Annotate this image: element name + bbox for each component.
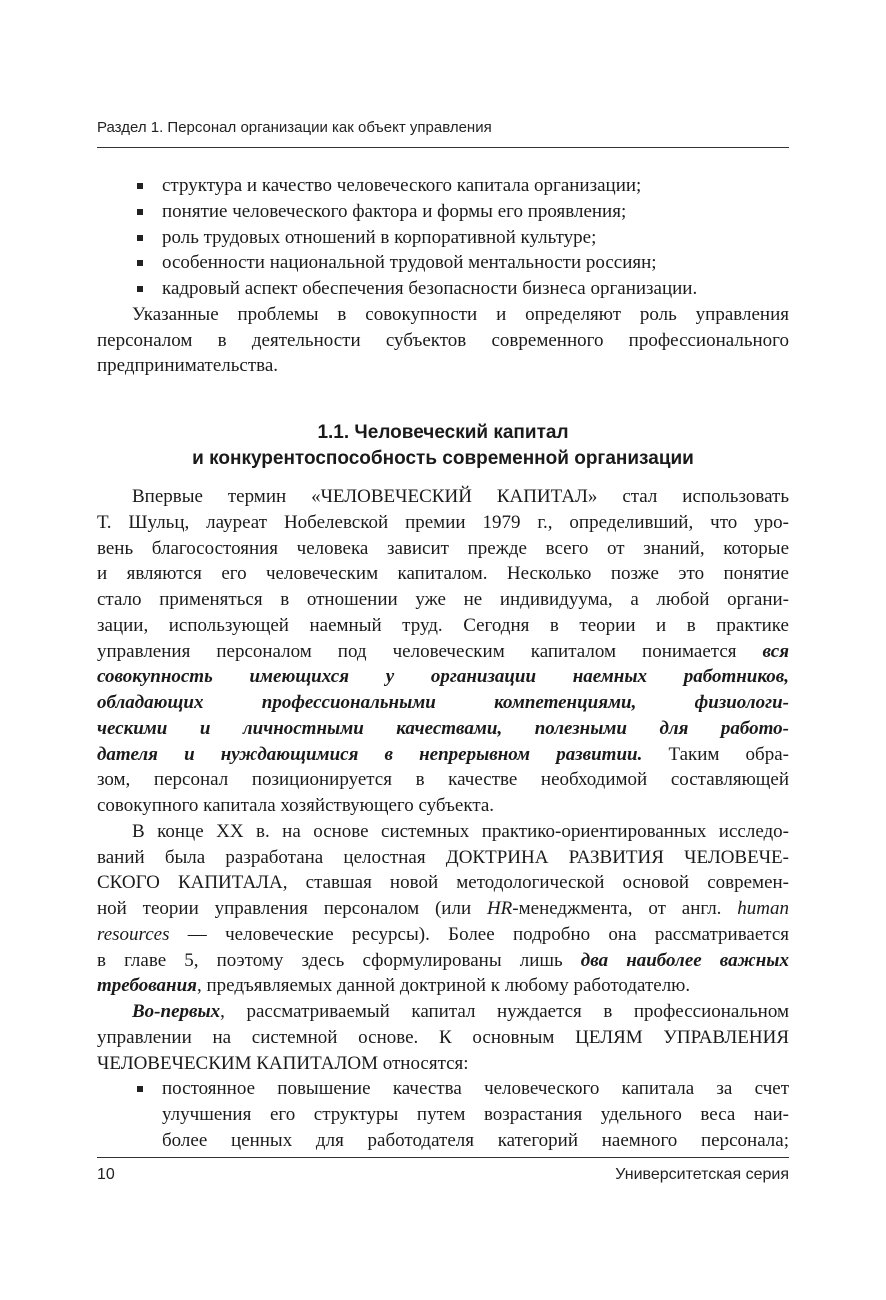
bullet-square-icon	[137, 1086, 143, 1092]
text-line	[97, 1025, 789, 1051]
text-run: улучшения его структуры путем возрастания удельного веса наи-	[162, 1104, 789, 1125]
text-line	[97, 1102, 789, 1128]
text-run: постоянное повышение качества человеческого капитала за счет	[162, 1078, 789, 1100]
text-run: ной теории управления персоналом (или	[97, 898, 487, 919]
text-line	[97, 276, 789, 302]
bullet-square-icon	[137, 235, 143, 241]
text-run: Указанные проблемы в совокупности и определяют роль управления	[132, 303, 789, 325]
text-line	[97, 793, 789, 819]
emphasis-text: вся	[762, 640, 789, 662]
text-line	[97, 716, 789, 742]
text-run: , предъявляемых данной доктриной к любому работодателю.	[196, 975, 691, 997]
text-line	[97, 587, 789, 613]
text-line	[97, 484, 789, 510]
paragraph	[97, 302, 789, 379]
emphasis-text: HR	[486, 898, 513, 919]
text-line	[97, 819, 789, 845]
bullet-item	[97, 1076, 789, 1153]
emphasis-text: обладающих профессиональными компетенциями, физиологи-	[97, 692, 789, 713]
page-body	[97, 173, 789, 1154]
header-rule	[97, 147, 789, 148]
text-line	[97, 742, 789, 768]
text-line	[97, 613, 789, 639]
paragraph	[97, 999, 789, 1076]
text-line	[97, 1051, 789, 1077]
text-line	[97, 1128, 789, 1154]
text-run: стало применяться в отношении уже не индивидуума, а любой органи-	[97, 589, 789, 610]
bullet-item	[97, 250, 789, 276]
text-line	[97, 870, 789, 896]
text-line	[97, 922, 789, 948]
text-run: управления персоналом под человеческим капиталом понимается	[97, 640, 763, 662]
text-run: предпринимательства.	[97, 355, 279, 377]
paragraph	[97, 819, 789, 999]
text-run: -менеджмента, от англ.	[512, 898, 738, 919]
bullet-square-icon	[137, 286, 143, 292]
bullet-square-icon	[137, 183, 143, 189]
text-run: зом, персонал позиционируется в качестве необходимой составляющей	[97, 769, 789, 791]
text-run: более ценных для работодателя категорий наемного персонала;	[162, 1129, 789, 1151]
heading-line: 1.1. Человеческий капитал	[317, 422, 569, 443]
text-line	[97, 690, 789, 716]
running-header: Раздел 1. Персонал организации как объект управления	[97, 119, 492, 136]
section-heading	[97, 420, 789, 472]
text-run: Таким обра-	[642, 743, 789, 765]
text-run: СКОГО КАПИТАЛА, ставшая новой методологической основой современ-	[97, 872, 789, 894]
heading-line: и конкурентоспособность современной организации	[192, 448, 694, 469]
emphasis-text: дателя и нуждающимися в непрерывном развитии.	[97, 743, 643, 765]
page-number: 10	[97, 1166, 115, 1183]
text-run: особенности национальной трудовой ментальности россиян;	[162, 252, 657, 274]
text-line	[97, 639, 789, 665]
emphasis-text: совокупность имеющихся у организации наемных работников,	[97, 666, 789, 688]
text-run: понятие человеческого фактора и формы его проявления;	[162, 200, 627, 222]
text-line	[97, 561, 789, 587]
emphasis-text: требования	[97, 975, 197, 997]
text-line	[97, 767, 789, 793]
text-line	[97, 225, 789, 251]
text-run: персоналом в деятельности субъектов современного профессионального	[97, 329, 789, 351]
emphasis-text: resources	[97, 923, 170, 945]
text-run: В конце XX в. на основе системных практико-ориентированных исследо-	[132, 820, 789, 842]
text-run: , рассматриваемый капитал нуждается в профессиональном	[220, 1001, 789, 1022]
text-run: ваний была разработана целостная ДОКТРИНА РАЗВИТИЯ ЧЕЛОВЕЧЕ-	[97, 846, 789, 868]
text-line	[97, 353, 789, 379]
text-line	[97, 973, 789, 999]
bullet-square-icon	[137, 209, 143, 215]
text-line	[97, 250, 789, 276]
text-line	[97, 896, 789, 922]
emphasis-text: human	[737, 898, 789, 919]
text-run: управлении на системной основе. К основным ЦЕЛЯМ УПРАВЛЕНИЯ	[97, 1026, 789, 1048]
text-run: структура и качество человеческого капитала организации;	[162, 175, 642, 196]
text-line	[97, 999, 789, 1025]
text-run: зации, использующей наемный труд. Сегодня в теории и в практике	[97, 614, 789, 636]
text-run: и являются его человеческим капиталом. Несколько позже это понятие	[97, 563, 789, 585]
bullet-item	[97, 276, 789, 302]
footer-rule	[97, 1157, 789, 1158]
text-run: вень благосостояния человека зависит прежде всего от знаний, которые	[97, 537, 789, 559]
text-run: Впервые термин «ЧЕЛОВЕЧЕСКИЙ КАПИТАЛ» стал использовать	[132, 486, 789, 507]
text-line	[97, 302, 789, 328]
text-line	[97, 1076, 789, 1102]
text-run: роль трудовых отношений в корпоративной культуре;	[162, 226, 597, 248]
text-line	[97, 199, 789, 225]
text-line	[97, 948, 789, 974]
paragraph	[97, 484, 789, 819]
bullet-item	[97, 225, 789, 251]
text-line	[97, 173, 789, 199]
emphasis-text: Во-первых	[132, 1001, 221, 1022]
text-line	[97, 328, 789, 354]
bullet-item	[97, 199, 789, 225]
text-run: в главе 5, поэтому здесь сформулированы лишь	[97, 949, 581, 971]
text-line	[97, 845, 789, 871]
bullet-square-icon	[137, 260, 143, 266]
text-line	[97, 536, 789, 562]
text-run: Т. Шульц, лауреат Нобелевской премии 1979 г., определивший, что уро-	[97, 511, 789, 533]
text-line	[97, 664, 789, 690]
bullet-item	[97, 173, 789, 199]
text-run: ЧЕЛОВЕЧЕСКИМ КАПИТАЛОМ относятся:	[97, 1052, 469, 1074]
text-run: — человеческие ресурсы). Более подробно она рассматривается	[169, 923, 789, 945]
series-name: Университетская серия	[615, 1166, 789, 1183]
text-run: кадровый аспект обеспечения безопасности бизнеса организации.	[162, 278, 698, 299]
text-run: совокупного капитала хозяйствующего субъекта.	[97, 795, 495, 816]
emphasis-text: два наиболее важных	[580, 949, 789, 971]
emphasis-text: ческими и личностными качествами, полезными для работо-	[97, 717, 789, 739]
text-line	[97, 510, 789, 536]
